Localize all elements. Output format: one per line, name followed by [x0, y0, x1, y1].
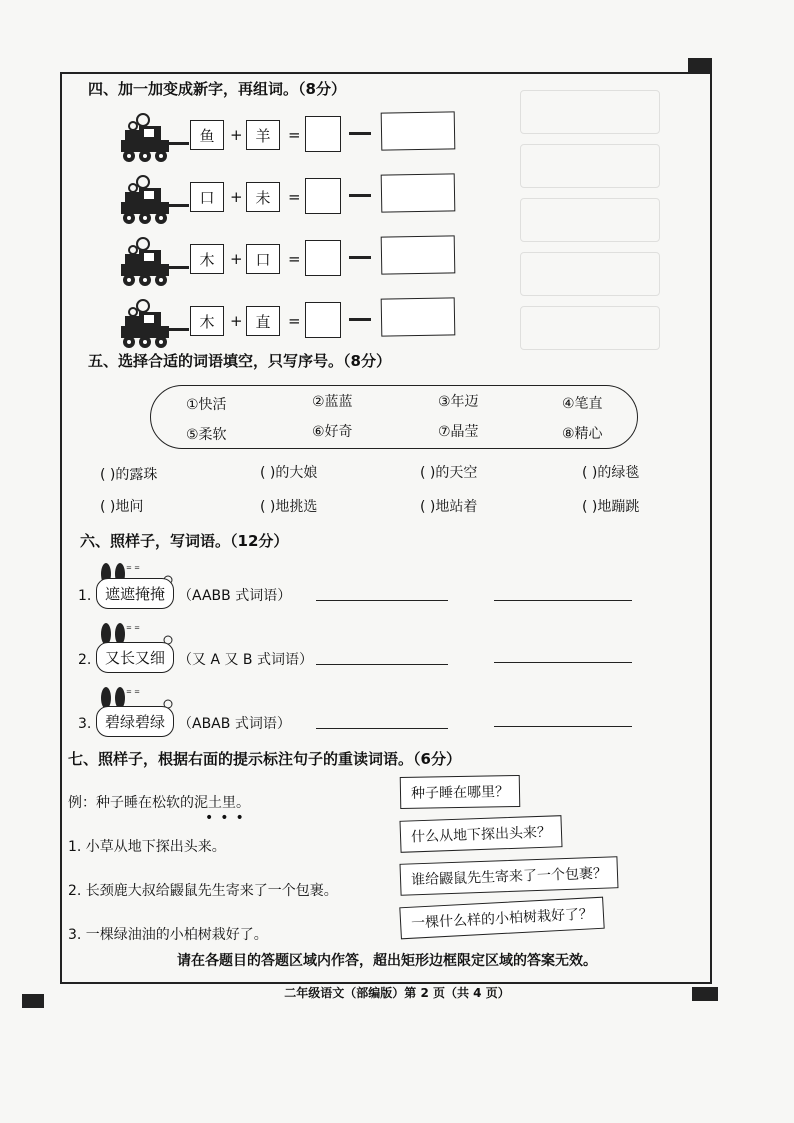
- section7-title: 七、照样子，根据右面的提示标注句子的重读词语。（6分）: [68, 750, 461, 768]
- section4-title: 四、加一加变成新字，再组词。（8分）: [88, 80, 346, 98]
- pattern-label-3: （ABAB 式词语）: [178, 716, 291, 732]
- component-a-1: 鱼: [190, 120, 224, 150]
- svg-text:= =: = =: [126, 624, 140, 632]
- component-b-4: 直: [246, 306, 280, 336]
- fill-blank-1[interactable]: ( )的露珠: [100, 467, 158, 483]
- option-4: ④笔直: [562, 396, 603, 412]
- connector-dash: [349, 132, 371, 135]
- word-box-2[interactable]: [381, 173, 456, 212]
- svg-text:= =: = =: [126, 564, 140, 572]
- plus-sign: +: [230, 312, 243, 330]
- section6-title: 六、照样子，写词语。（12分）: [80, 532, 289, 550]
- train-icon: [117, 298, 189, 350]
- answer-line-2a[interactable]: [316, 664, 448, 665]
- example-sentence: 例：种子睡在松软的泥土里。: [68, 795, 250, 811]
- example-word-1: 遮遮掩掩: [96, 578, 174, 609]
- equals-sign: =: [288, 312, 301, 330]
- new-character-box-2[interactable]: [305, 178, 341, 214]
- connector-dash: [349, 318, 371, 321]
- component-b-1: 羊: [246, 120, 280, 150]
- option-7: ⑦晶莹: [438, 424, 479, 440]
- equals-sign: =: [288, 188, 301, 206]
- fill-blank-7[interactable]: ( )地站着: [420, 499, 478, 515]
- item-number-1: 1.: [78, 588, 92, 604]
- sentence-3[interactable]: 3. 一棵绿油油的小柏树栽好了。: [68, 927, 268, 943]
- option-3: ③年迈: [438, 394, 479, 410]
- new-character-box-1[interactable]: [305, 116, 341, 152]
- component-b-3: 口: [246, 244, 280, 274]
- registration-mark-top-right: [688, 58, 712, 72]
- option-5: ⑤柔软: [186, 427, 227, 443]
- option-1: ①快活: [186, 397, 227, 413]
- word-box-3[interactable]: [381, 235, 456, 274]
- train-icon: [117, 236, 189, 288]
- page-footer: 二年级语文（部编版）第 2 页（共 4 页）: [284, 986, 510, 1000]
- component-a-3: 木: [190, 244, 224, 274]
- word-box-4[interactable]: [381, 297, 456, 336]
- example-word-2: 又长又细: [96, 642, 174, 673]
- fill-blank-5[interactable]: ( )地问: [100, 499, 144, 515]
- answer-line-2b[interactable]: [494, 662, 632, 663]
- item-number-3: 3.: [78, 716, 92, 732]
- fill-blank-2[interactable]: ( )的大娘: [260, 465, 318, 481]
- equals-sign: =: [288, 126, 301, 144]
- fill-blank-4[interactable]: ( )的绿毯: [582, 465, 640, 481]
- answer-area-notice: 请在各题目的答题区域内作答，超出矩形边框限定区域的答案无效。: [177, 953, 597, 969]
- hint-box-example: 种子睡在哪里？: [400, 775, 521, 809]
- stress-dots: •••: [205, 810, 251, 826]
- plus-sign: +: [230, 188, 243, 206]
- item-number-2: 2.: [78, 652, 92, 668]
- plus-sign: +: [230, 250, 243, 268]
- component-a-4: 木: [190, 306, 224, 336]
- equals-sign: =: [288, 250, 301, 268]
- sentence-1[interactable]: 1. 小草从地下探出头来。: [68, 839, 226, 855]
- connector-dash: [349, 256, 371, 259]
- new-character-box-3[interactable]: [305, 240, 341, 276]
- component-b-2: 未: [246, 182, 280, 212]
- connector-dash: [349, 194, 371, 197]
- fill-blank-8[interactable]: ( )地蹦跳: [582, 499, 640, 515]
- word-box-1[interactable]: [381, 111, 456, 150]
- fill-blank-3[interactable]: ( )的天空: [420, 465, 478, 481]
- answer-line-3a[interactable]: [316, 728, 448, 729]
- option-2: ②蓝蓝: [312, 394, 353, 410]
- hint-box-3: 一棵什么样的小柏树栽好了？: [399, 897, 604, 940]
- fill-blank-6[interactable]: ( )地挑选: [260, 499, 318, 515]
- sentence-2[interactable]: 2. 长颈鹿大叔给鼹鼠先生寄来了一个包裹。: [68, 883, 338, 899]
- plus-sign: +: [230, 126, 243, 144]
- new-character-box-4[interactable]: [305, 302, 341, 338]
- train-icon: [117, 112, 189, 164]
- pattern-label-1: （AABB 式词语）: [178, 588, 292, 604]
- component-a-2: 口: [190, 182, 224, 212]
- answer-line-1a[interactable]: [316, 600, 448, 601]
- answer-line-1b[interactable]: [494, 600, 632, 601]
- option-8: ⑧精心: [562, 426, 603, 442]
- svg-text:= =: = =: [126, 688, 140, 696]
- option-6: ⑥好奇: [312, 424, 353, 440]
- section5-title: 五、选择合适的词语填空，只写序号。（8分）: [88, 352, 391, 370]
- pattern-label-2: （又 A 又 B 式词语）: [178, 652, 313, 668]
- example-word-3: 碧绿碧绿: [96, 706, 174, 737]
- hint-box-1: 什么从地下探出头来？: [399, 815, 562, 853]
- answer-line-3b[interactable]: [494, 726, 632, 727]
- train-icon: [117, 174, 189, 226]
- hint-box-2: 谁给鼹鼠先生寄来了一个包裹？: [400, 856, 619, 896]
